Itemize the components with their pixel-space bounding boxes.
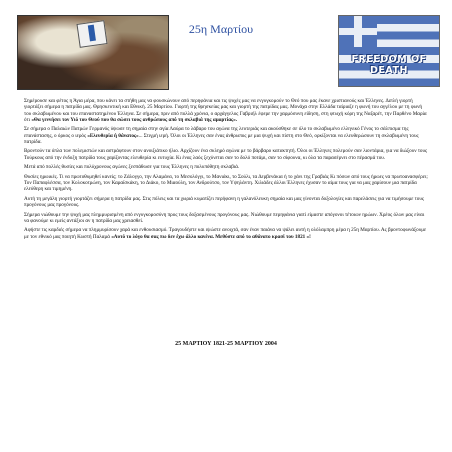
body-paragraph <box>24 98 428 123</box>
article-body <box>24 98 428 243</box>
flag-caption: FREEDOM OF DEATH <box>351 54 427 76</box>
page-title: 25η Μαρτίου <box>188 22 254 36</box>
body-paragraph <box>24 227 428 240</box>
footer-dates: 25 ΜΑΡΤΙΟΥ 1821-25 ΜΑΡΤΙΟΥ 2004 <box>175 341 277 347</box>
paragraph-text: Βροντούν τα όπλα των πολεμιστών και αστράφτουν στον ανοιξιάτικο ήλιο. Αρχίζουν ένα σκληρό αγώνα με το βάρβαρο κατακτητή. Όλοι οι Έλληνες πολεμούν σαν λιοντάρια, για να διώξουν τους Τούρκους από την ένδοξη πατρίδα τους χαρίζοντας ελευθερία κι ευτυχία. Κι ένας λαός ξεχύνεται σαν το δολό ποτάμι, σαν το σίφουνα, κι όλα τα παρασέρνει στο πέρασμά του. <box>24 148 428 161</box>
paragraph-text: Αφήστε τις καρδιές σήμερα να πλημμυρίσουν χαρά και ενθουσιασμό. Τραγουδήστε και ιψώστε ανοιχτά, σαν έναν παιάνα να ψάλει αυτή η ολόλαμπρη μέρα η 25η Μαρτίου. Ας βροντοφωνάξουμε με τον εθνικό μας ποιητή Κωστή Παλαμά <box>24 227 427 240</box>
paragraph-text: Θυσίες ηρωικές. Τι να πρωτοθυμηθεί κανείς; το Ζάλογγο, την Αλαμάνα, το Μεσολόγγι, το Μανιάκι, το Σούλι, τα Δερβενάκια ή το χάνι της Γραβιάς Κι πόσων από τους ήρωες να πρωτοανασφέρει; Τον Παπαφλέσσα, τον Κολοκοτρώνη, τον Καραϊσκάκη, το Διάκο, το Μιαούλη, τον Ανδρούτσο, τον Υψηλάντη. Χιλιάδες άλλοι Έλληνες έχυσαν το αίμα τους για να μας χαρίσουν μια πατρίδα ελεύθερη και τιμημένη. <box>24 173 428 193</box>
body-paragraph <box>24 164 428 170</box>
paragraph-text: Σημέρουσε και φέτος η Άγια μέρα, που κάνει τα στήθη μας να φουσκώνουν από περηφάνια και τις ψυχές μας να ενγυγκομούν το Θεό που μας έκανε χριστιανούς και Έλληνες. Διπλή γιορτή γιορτάζει σήμερα η πατρίδα μας. Θρησκευτική και Εθνική. <box>24 98 413 111</box>
paragraph-text: Σε σήμερα ο Παλαιών Πατρών Γερμανός ύψωσε τη σημαία στην αγία Λαύρα το λάβαρο του αγώνα της λευτεριάς και ακούσθηκε σε όλο το σκλαβωμένο ελληνικό Γένος το σάλπισμα της επανάστασης, ο όρκος ο ιερός <box>24 126 409 139</box>
paragraph-text: Αυτή τη μεγάλη γιορτή γιορτάζει σήμερα η πατρίδα μας. Στις πόλεις και τα χωριά κυματίζει περήφανη η γαλανόλευκη σημαία και μας γίνονται δοξολογίες και παρελάσεις για να τιμήσουμε τους προγόνους μας προγόνους. <box>24 195 424 209</box>
body-paragraph <box>24 212 428 225</box>
emphasized-text: «Αυτό το λόγο θα σας πω δεν έχω άλλο κανένα. Μεθύστε από το αθάνατο κρασί του 1821 »! <box>111 233 311 240</box>
flag-cross-icon <box>339 16 377 47</box>
banner-flag-icon <box>76 20 107 48</box>
paragraph-text: Μετά από πολλές θυσίες και πολύχρονους αγώνες ξεσπάθωσε για τους Έλληνες η πολυπόθητη σκλαβιά. <box>24 164 240 171</box>
body-paragraph <box>24 148 428 161</box>
body-paragraph <box>24 196 428 209</box>
body-paragraph <box>24 126 428 145</box>
paragraph-text: Σήμερα νιώθουμε την ψυχή μας πλημμυρισμένη από ενγυγκομοσύνη προς τους δοξασμένους προγόνους μας. Νιώθουμε περηφάνια γιατί είμαστε απόγονοι τέτοιων ηρώων. Χρέος όλων μας είναι να φανούμε κι εμείς αντάξιοι αν η πατρίδα μας χρειασθεί. <box>24 211 425 224</box>
paragraph-text: 25 Μαρτίου. Γιορτή της θρησκείας μας και γιορτή της πατρίδας μας. Μονάχα στην Ελλάδα ταίριαζε η φωνή του αγγέλου με τη φωνή του σκλαβωμένου και του επαναστατημένου Έλληνα. Σε σήμερα, πριν από πολλά χρόνια, ο αρχάγγελος Γαβριήλ έφερε την χαρμόσυνη είδηση, στη φτωχή κόρη της Ναζαρέτ, την Παρθένο Μαρία ότι <box>24 104 427 123</box>
emphasized-text: «Θα γεννήσει τον Υιό του Θεού που θα σώσει τους ανθρώπους από τη σκλαβιά της αμαρτίας». <box>31 116 238 123</box>
revolution-painting-image <box>17 15 169 90</box>
greek-flag-image <box>338 15 440 87</box>
body-paragraph <box>24 174 428 193</box>
paragraph-text: ... Στιγμή ιερή. Όλοι οι Έλληνες σαν ένας άνθρωπος με μια ψυχή και πίστη στο Θεό, ορκίζονται να ελευθερώσουν τη σκλαβωμένη τους πατρίδα. <box>24 132 419 145</box>
emphasized-text: «Ελευθερία ή θάνατος» <box>87 132 139 139</box>
